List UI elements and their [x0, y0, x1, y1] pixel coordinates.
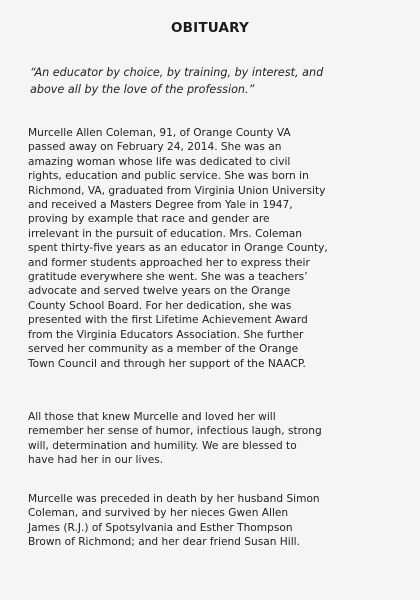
- paragraph-remembrance: [28, 410, 408, 468]
- text-line: proving by example that race and gender are: [28, 213, 270, 226]
- quote-line: “An educator by choice, by training, by interest, and: [30, 66, 324, 79]
- text-line: spent thirty-five years as an educator in Orange County,: [28, 242, 328, 255]
- text-line: Brown of Richmond; and her dear friend Susan Hill.: [28, 536, 300, 549]
- text-line: County School Board. For her dedication, she was: [28, 299, 292, 312]
- text-line: irrelevant in the pursuit of education. Mrs. Coleman: [28, 227, 302, 240]
- text-line: and received a Masters Degree from Yale in 1947,: [28, 199, 293, 212]
- paragraph-survivors: [28, 492, 408, 550]
- text-line: gratitude everywhere she went. She was a teachers’: [28, 271, 308, 284]
- text-line: from the Virginia Educators Association. She further: [28, 328, 304, 341]
- text-line: remember her sense of humor, infectious laugh, strong: [28, 425, 322, 438]
- text-line: have had her in our lives.: [28, 454, 164, 467]
- text-line: All those that knew Murcelle and loved her will: [28, 411, 276, 423]
- text-line: Coleman, and survived by her nieces Gwen Allen: [28, 507, 289, 520]
- paragraph-biography: [28, 126, 408, 371]
- text-line: James (R.J.) of Spotsylvania and Esther Thompson: [28, 521, 293, 534]
- text-line: Murcelle was preceded in death by her husband Simon: [28, 493, 320, 505]
- epigraph-quote: [30, 65, 400, 98]
- text-line: Richmond, VA, graduated from Virginia Union University: [28, 184, 326, 197]
- text-line: passed away on February 24, 2014. She was an: [28, 141, 282, 154]
- text-line: rights, education and public service. She was born in: [28, 170, 309, 183]
- quote-line: above all by the love of the profession.”: [30, 82, 255, 96]
- text-line: and former students approached her to express their: [28, 256, 310, 269]
- page-title: OBITUARY: [170, 20, 250, 36]
- text-line: Town Council and through her support of the NAACP.: [28, 357, 306, 370]
- text-line: advocate and served twelve years on the Orange: [28, 285, 291, 298]
- text-line: served her community as a member of the Orange: [28, 343, 299, 356]
- text-line: will, determination and humility. We are blessed to: [28, 439, 297, 452]
- text-line: amazing woman whose life was dedicated to civil: [28, 155, 291, 168]
- text-line: Murcelle Allen Coleman, 91, of Orange County VA: [28, 127, 291, 139]
- text-line: presented with the first Lifetime Achievement Award: [28, 314, 308, 327]
